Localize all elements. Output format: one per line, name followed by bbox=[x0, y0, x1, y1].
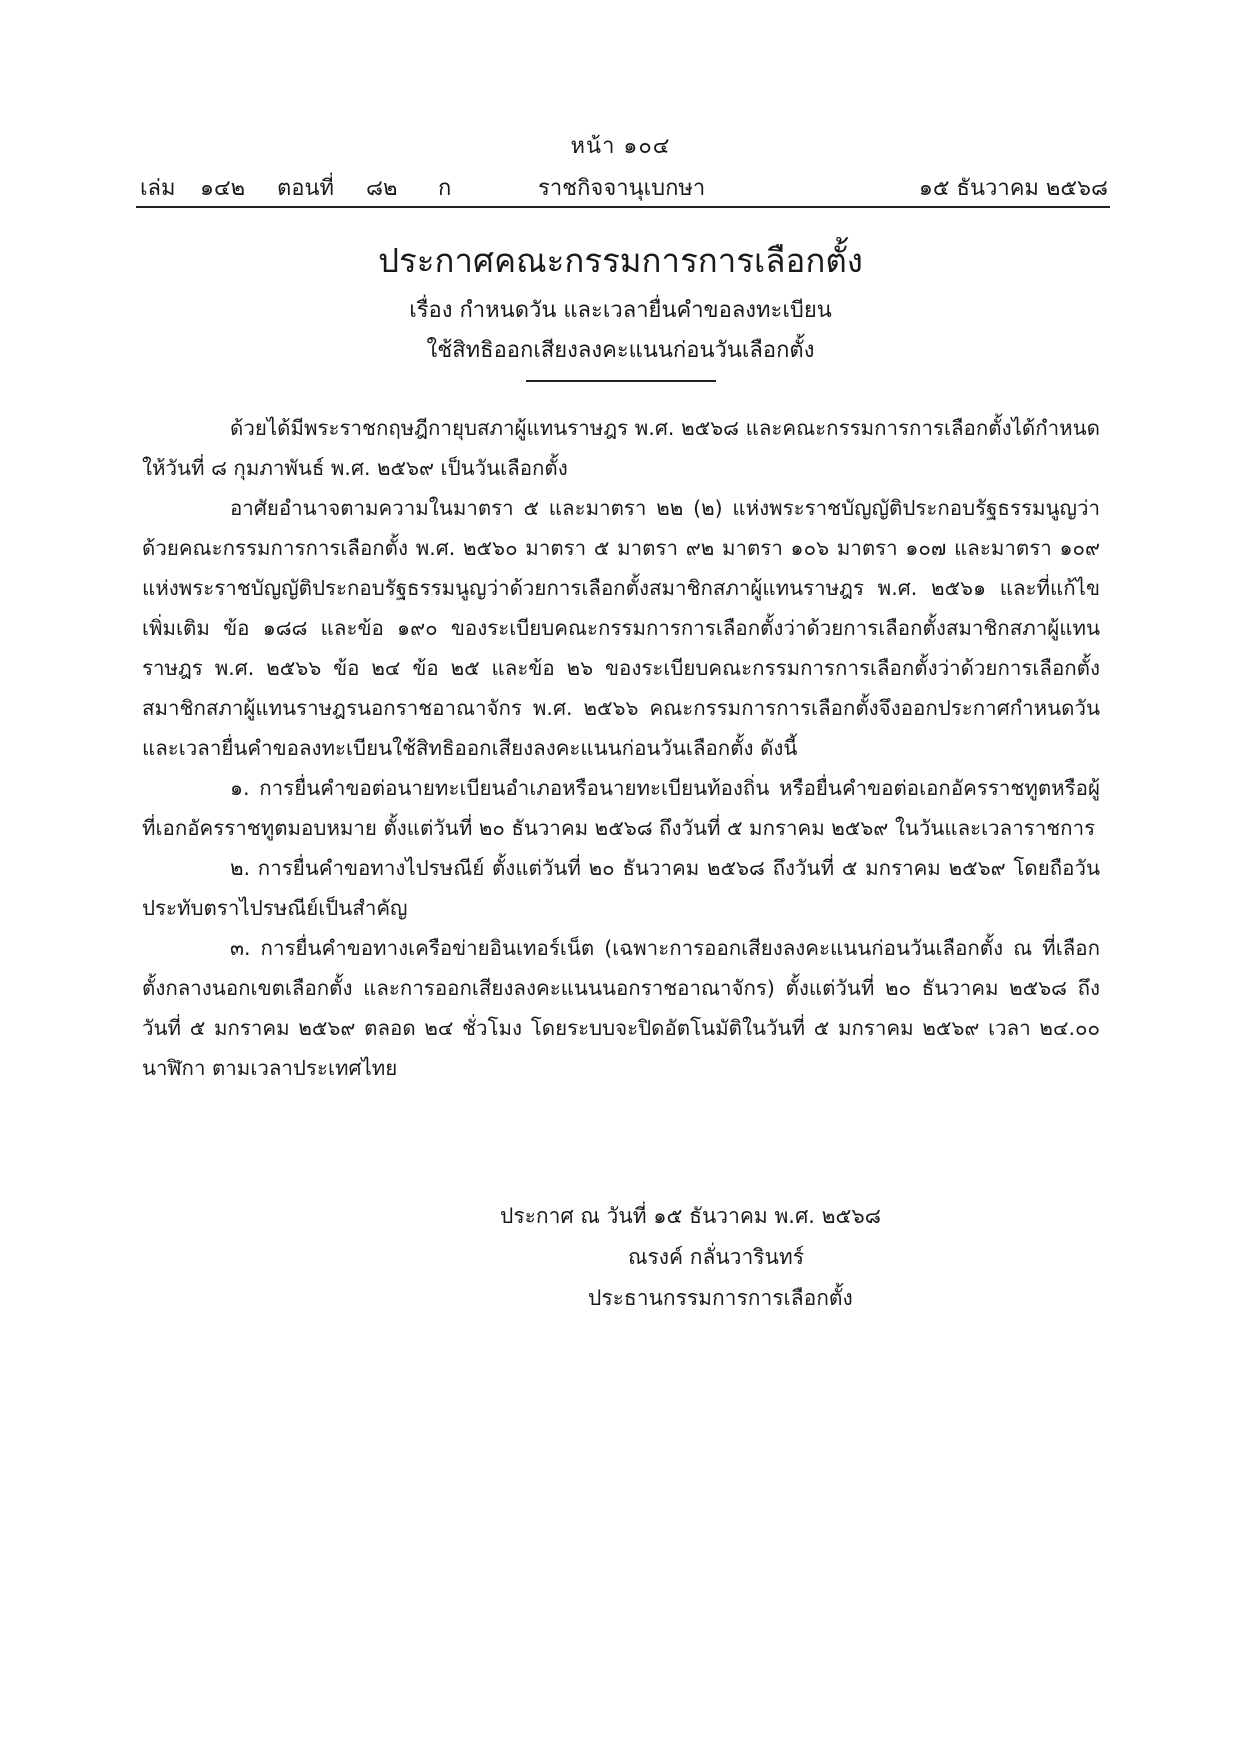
issue-number: ๘๒ bbox=[366, 176, 398, 201]
paragraph-preamble: ด้วยได้มีพระราชกฤษฎีกายุบสภาผู้แทนราษฎร พ.ศ. ๒๕๖๘ และคณะกรรมการการเลือกตั้งได้กำหนดให้วันที่ ๘ กุมภาพันธ์ พ.ศ. ๒๕๖๙ เป็นวันเลือกตั้ง bbox=[142, 416, 1100, 480]
announcement-date: ประกาศ ณ วันที่ ๑๕ ธันวาคม พ.ศ. ๒๕๖๘ bbox=[500, 1204, 881, 1228]
paragraph-authority: อาศัยอำนาจตามความในมาตรา ๕ และมาตรา ๒๒ (๒) แห่งพระราชบัญญัติประกอบรัฐธรรมนูญว่าด้วยคณะกรรมการการเลือกตั้ง พ.ศ. ๒๕๖๐ มาตรา ๕ มาตรา ๙๒ มาตรา ๑๐๖ มาตรา ๑๐๗ และมาตรา ๑๐๙ แห่งพระราชบัญญัติประกอบรัฐธรรมนูญว่าด้วยการเลือกตั้งสมาชิกสภาผู้แทนราษฎร พ.ศ. ๒๕๖๑ และที่แก้ไขเพิ่มเติม ข้อ ๑๘๘ และข้อ ๑๙๐ ของระเบียบคณะกรรมการการเลือกตั้งว่าด้วยการเลือกตั้งสมาชิกสภาผู้แทนราษฎร พ.ศ. ๒๕๖๖ ข้อ ๒๔ ข้อ ๒๕ และข้อ ๒๖ ของระเบียบคณะกรรมการการเลือกตั้งว่าด้วยการเลือกตั้งสมาชิกสภาผู้แทนราษฎรนอกราชอาณาจักร พ.ศ. ๒๕๖๖ คณะกรรมการการเลือกตั้งจึงออกประกาศกำหนดวัน และเวลายื่นคำขอลงทะเบียนใช้สิทธิออกเสียงลงคะแนนก่อนวันเลือกตั้ง ดังนี้ bbox=[142, 496, 1100, 760]
signature-block bbox=[420, 1196, 1020, 1319]
header-divider bbox=[136, 206, 1110, 208]
document-title: ประกาศคณะกรรมการการเลือกตั้ง bbox=[378, 241, 863, 280]
title-divider bbox=[526, 380, 716, 382]
signatory-position: ประธานกรรมการการเลือกตั้ง bbox=[588, 1286, 853, 1310]
section-letter: ก bbox=[438, 176, 452, 201]
document-body bbox=[142, 408, 1100, 1088]
volume-label: เล่ม bbox=[140, 176, 176, 201]
paragraph-item-2: ๒. การยื่นคำขอทางไปรษณีย์ ตั้งแต่วันที่ ๒๐ ธันวาคม ๒๕๖๘ ถึงวันที่ ๕ มกราคม ๒๕๖๙ โดยถือวันประทับตราไปรษณีย์เป็นสำคัญ bbox=[142, 856, 1100, 920]
volume-number: ๑๔๒ bbox=[200, 176, 246, 201]
subject-line-1: เรื่อง กำหนดวัน และเวลายื่นคำขอลงทะเบียน bbox=[409, 298, 832, 323]
gazette-header bbox=[140, 170, 1108, 204]
paragraph-item-1: ๑. การยื่นคำขอต่อนายทะเบียนอำเภอหรือนายทะเบียนท้องถิ่น หรือยื่นคำขอต่อเอกอัครราชทูตหรือผู้ที่เอกอัครราชทูตมอบหมาย ตั้งแต่วันที่ ๒๐ ธันวาคม ๒๕๖๘ ถึงวันที่ ๕ มกราคม ๒๕๖๙ ในวันและเวลาราชการ bbox=[142, 776, 1100, 840]
signatory-name: ณรงค์ กลั่นวารินทร์ bbox=[628, 1245, 805, 1269]
paragraph-item-3: ๓. การยื่นคำขอทางเครือข่ายอินเทอร์เน็ต (เฉพาะการออกเสียงลงคะแนนก่อนวันเลือกตั้ง ณ ที่เลือกตั้งกลางนอกเขตเลือกตั้ง และการออกเสียงลงคะแนนนอกราชอาณาจักร) ตั้งแต่วันที่ ๒๐ ธันวาคม ๒๕๖๘ ถึงวันที่ ๕ มกราคม ๒๕๖๙ ตลอด ๒๔ ชั่วโมง โดยระบบจะปิดอัตโนมัติในวันที่ ๕ มกราคม ๒๕๖๙ เวลา ๒๔.๐๐ นาฬิกา ตามเวลาประเทศไทย bbox=[142, 936, 1100, 1080]
issue-label: ตอนที่ bbox=[277, 176, 335, 201]
header-date: ๑๕ ธันวาคม ๒๕๖๘ bbox=[918, 176, 1108, 201]
page-number: หน้า ๑๐๔ bbox=[570, 134, 671, 159]
gazette-name: ราชกิจจานุเบกษา bbox=[538, 176, 706, 201]
subject-line-2: ใช้สิทธิออกเสียงลงคะแนนก่อนวันเลือกตั้ง bbox=[426, 338, 815, 363]
